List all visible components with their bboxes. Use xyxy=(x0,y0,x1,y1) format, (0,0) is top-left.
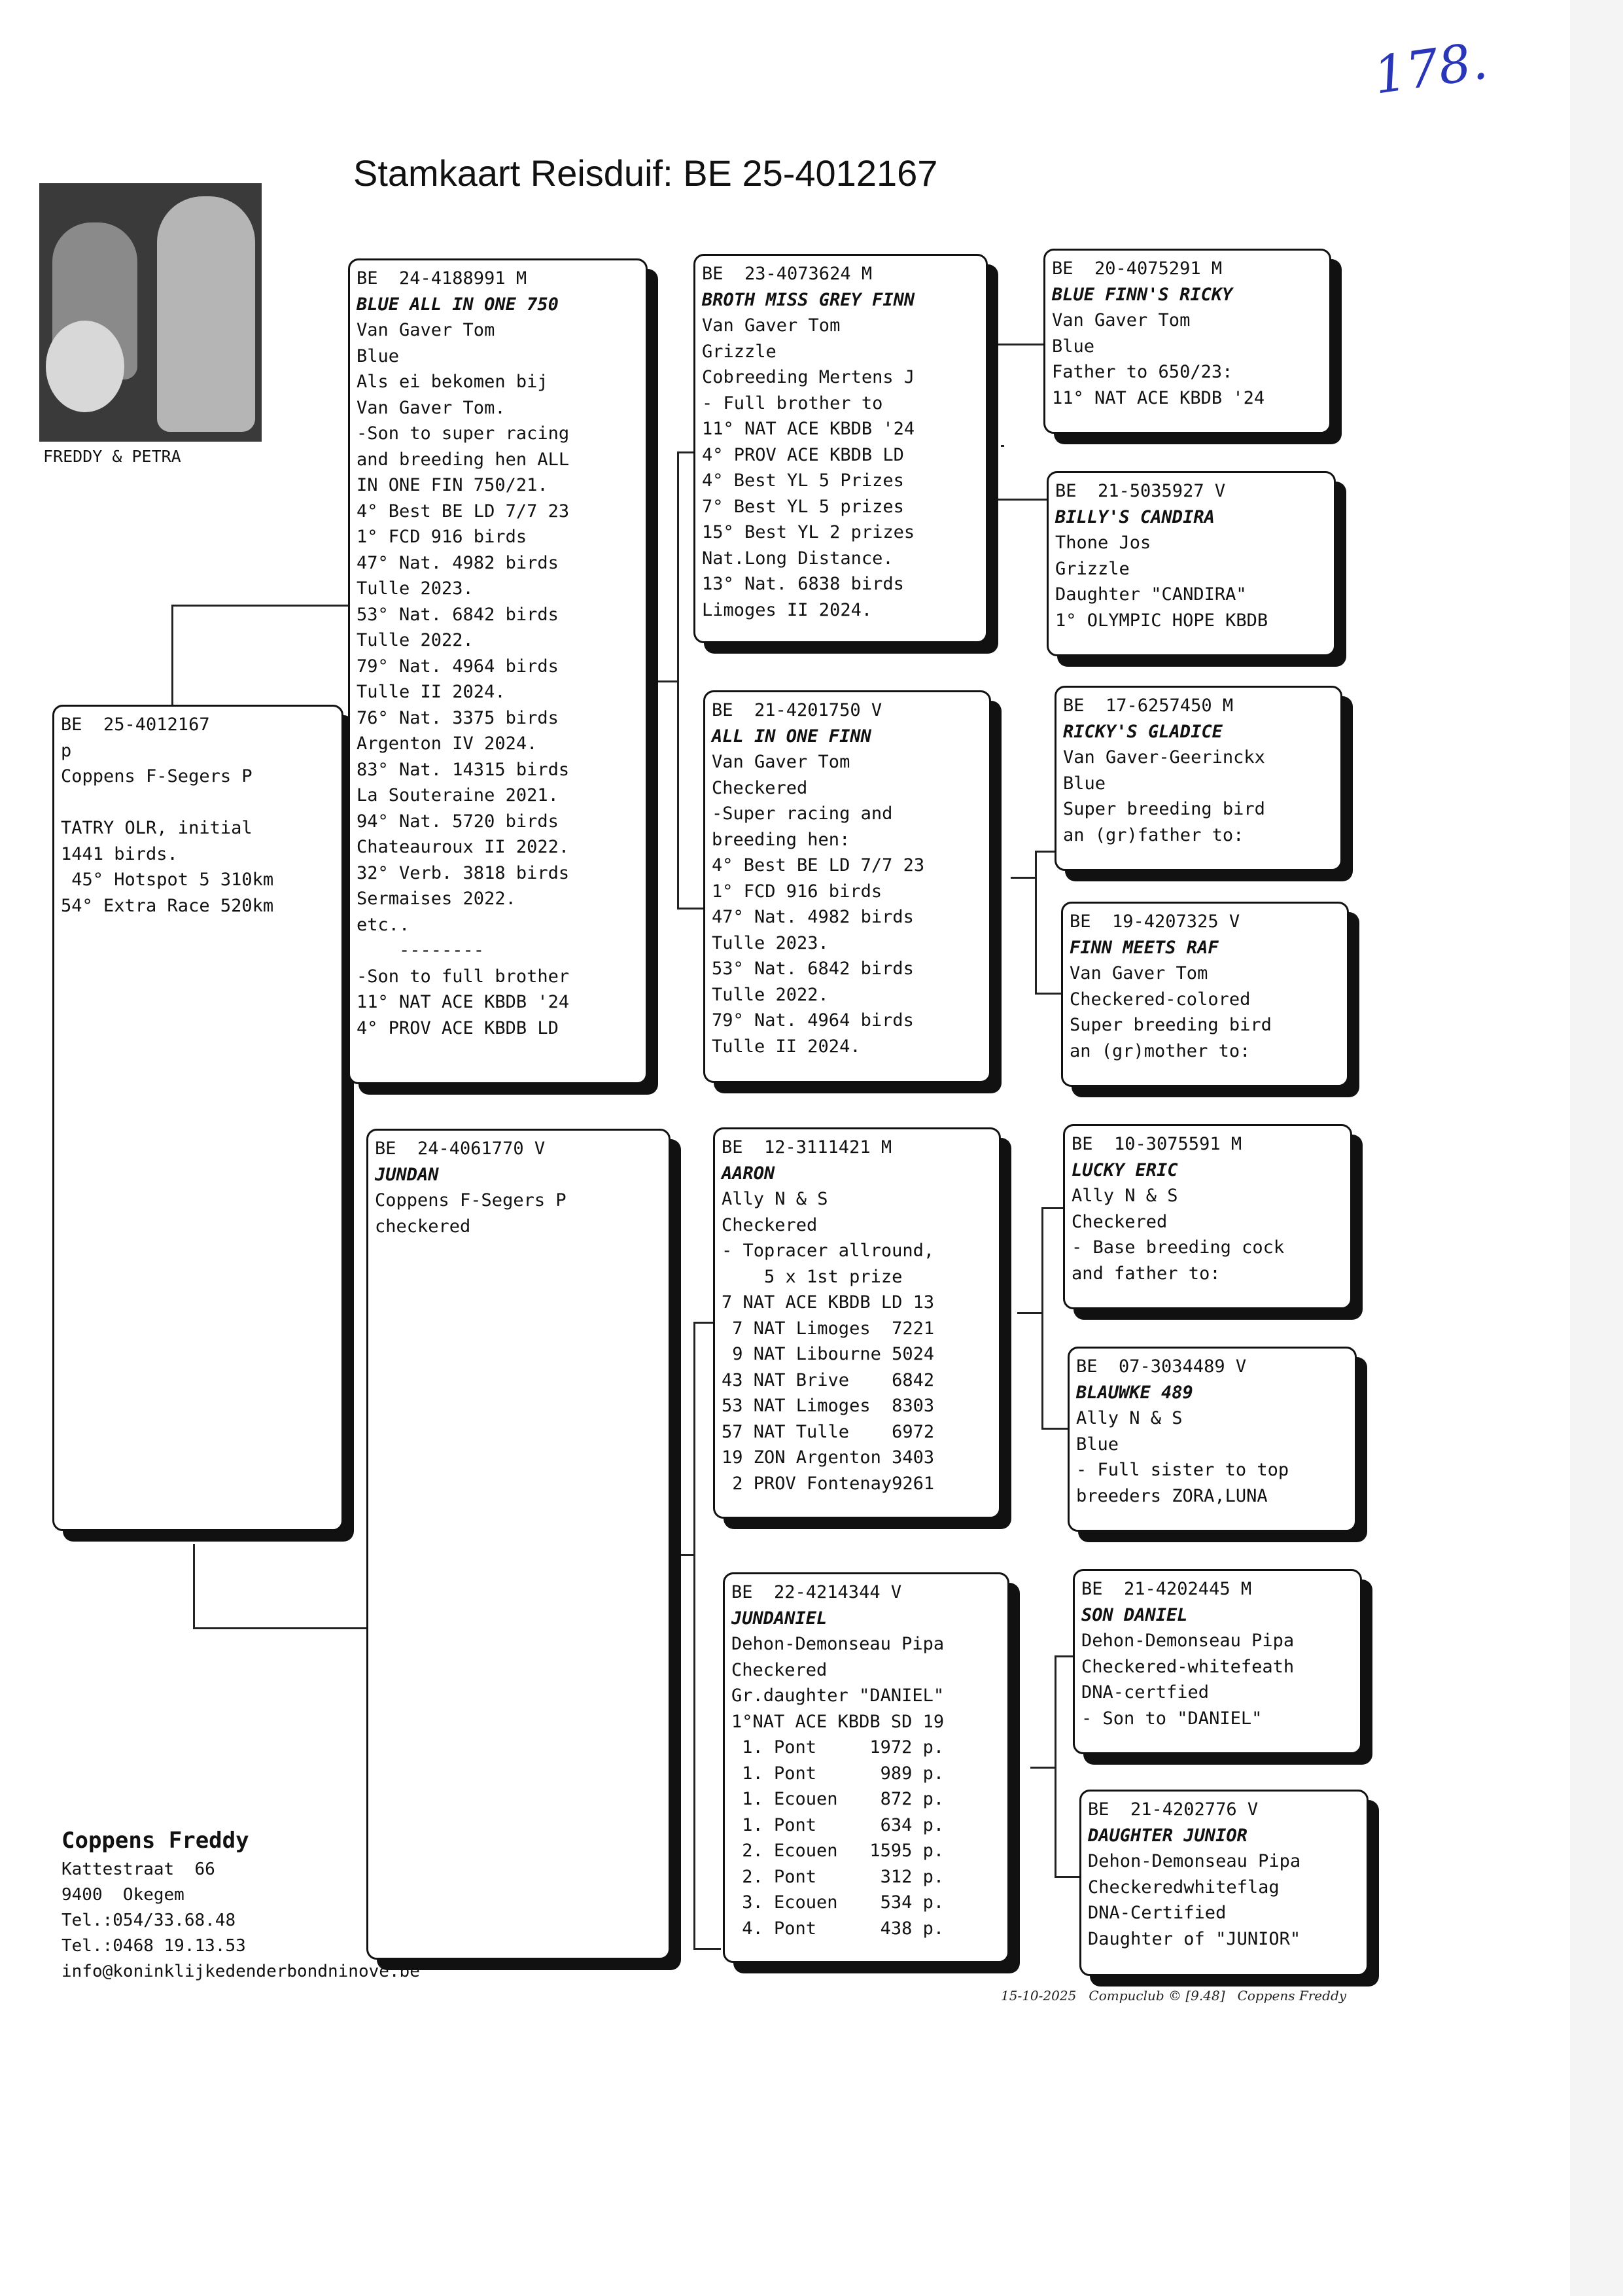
info-line: Sermaises 2022. xyxy=(357,889,516,909)
info-line: and breeding hen ALL xyxy=(357,449,570,470)
connector-line xyxy=(193,1627,379,1629)
breeder: Ally N & S xyxy=(1072,1186,1178,1206)
breeder: Thone Jos xyxy=(1055,533,1151,553)
info-line: Tulle II 2024. xyxy=(712,1036,861,1057)
info-line: 4. Pont 438 p. xyxy=(731,1918,945,1939)
breeder: Dehon-Demonseau Pipa xyxy=(1088,1851,1301,1871)
info-line: - Son to "DANIEL" xyxy=(1081,1708,1263,1729)
info-line: Chateauroux II 2022. xyxy=(357,837,570,857)
info-line: 4° PROV ACE KBDB LD xyxy=(357,1017,559,1038)
info-line: 1. Pont 1972 p. xyxy=(731,1737,945,1757)
ring-number: BE 25-4012167 xyxy=(61,715,210,735)
info-line: Blue xyxy=(1052,336,1095,357)
info-line: an (gr)mother to: xyxy=(1070,1040,1251,1061)
ring-number: BE 19-4207325 V xyxy=(1070,911,1240,932)
pigeon-name: JUNDAN xyxy=(375,1164,439,1185)
info-line: Checkered xyxy=(731,1659,828,1680)
info-line: 45° Hotspot 5 310km xyxy=(61,870,274,890)
info-line: IN ONE FIN 750/21. xyxy=(357,475,548,495)
connector-line xyxy=(648,680,679,682)
ring-number: BE 10-3075591 M xyxy=(1072,1134,1242,1154)
info-line: - Full sister to top xyxy=(1076,1460,1289,1480)
info-line: La Souteraine 2021. xyxy=(357,785,559,805)
info-line: Gr.daughter "DANIEL" xyxy=(731,1686,945,1706)
breeder: Van Gaver Tom xyxy=(357,320,495,340)
pigeon-card-mmm xyxy=(1079,1790,1369,1976)
info-line: 11° NAT ACE KBDB '24 xyxy=(702,419,915,439)
info-line: checkered xyxy=(375,1216,471,1237)
info-line xyxy=(61,790,335,816)
info-line: 5 x 1st prize xyxy=(722,1266,903,1287)
info-line: DNA-Certified xyxy=(1088,1903,1227,1923)
pigeon-card-fm xyxy=(703,690,991,1083)
info-line: Daughter "CANDIRA" xyxy=(1055,584,1247,605)
info-line: 76° Nat. 3375 birds xyxy=(357,707,559,728)
ring-number: BE 21-4202445 M xyxy=(1081,1579,1252,1599)
info-line: 1° FCD 916 birds xyxy=(357,527,527,547)
info-line: Nat.Long Distance. xyxy=(702,548,894,569)
info-line: DNA-certfied xyxy=(1081,1682,1210,1703)
sex-code: p xyxy=(61,740,72,761)
owner-name: Coppens Freddy xyxy=(61,1828,249,1854)
page-title: Stamkaart Reisduif: BE 25-4012167 xyxy=(353,152,938,194)
info-line: 11° NAT ACE KBDB '24 xyxy=(1052,387,1265,408)
info-line: Argenton IV 2024. xyxy=(357,733,538,754)
info-line: Grizzle xyxy=(702,341,777,362)
owner-street: Kattestraat 66 xyxy=(61,1860,215,1879)
info-line: Checkered xyxy=(722,1214,818,1235)
pigeon-name: LUCKY ERIC xyxy=(1072,1159,1178,1180)
info-line: Grizzle xyxy=(1055,558,1130,579)
info-line: breeding hen: xyxy=(712,829,850,850)
person-figure-right xyxy=(157,196,255,432)
info-line: 43 NAT Brive 6842 xyxy=(722,1369,935,1390)
connector-line xyxy=(1017,1312,1043,1314)
pigeon-name: DAUGHTER JUNIOR xyxy=(1088,1825,1248,1846)
pigeon-name: BROTH MISS GREY FINN xyxy=(702,289,915,310)
connector-line xyxy=(171,605,349,607)
connector-line xyxy=(1030,1767,1056,1769)
pigeon-name: RICKY'S GLADICE xyxy=(1063,721,1223,742)
info-line: Tulle II 2024. xyxy=(357,682,506,702)
info-line: 54° Extra Race 520km xyxy=(61,895,274,916)
pigeon-card-fmm xyxy=(1061,902,1349,1087)
pigeon-name: AARON xyxy=(722,1163,775,1184)
pigeon-card-subject xyxy=(52,705,343,1531)
info-line: - Topracer allround, xyxy=(722,1241,935,1261)
breeder: Dehon-Demonseau Pipa xyxy=(731,1634,945,1654)
connector-line xyxy=(1041,1207,1043,1430)
info-line: 94° Nat. 5720 birds xyxy=(357,811,559,832)
info-line: -Super racing and xyxy=(712,804,893,824)
info-line: -Son to super racing xyxy=(357,423,570,444)
breeder: Van Gaver-Geerinckx xyxy=(1063,747,1265,768)
info-line: 15° Best YL 2 prizes xyxy=(702,522,915,542)
info-line: Daughter of "JUNIOR" xyxy=(1088,1928,1301,1949)
breeder: Coppens F-Segers P xyxy=(61,766,253,786)
connector-line xyxy=(671,1554,695,1556)
info-line: TATRY OLR, initial xyxy=(61,818,253,838)
info-line: 53° Nat. 6842 birds xyxy=(712,959,914,979)
info-line: 13° Nat. 6838 birds xyxy=(702,574,904,594)
info-line: Blue xyxy=(357,345,400,366)
info-line: -Son to full brother xyxy=(357,966,570,987)
info-line: 7° Best YL 5 prizes xyxy=(702,496,904,517)
info-line: an (gr)father to: xyxy=(1063,824,1244,845)
connector-line xyxy=(693,1322,695,1950)
info-line: Checkered xyxy=(1072,1211,1168,1232)
pigeon-card-fmf xyxy=(1055,686,1342,871)
connector-line xyxy=(193,1544,195,1629)
info-line: Blue xyxy=(1076,1434,1119,1455)
info-line: 2. Ecouen 1595 p. xyxy=(731,1841,945,1861)
pigeon-name: FINN MEETS RAF xyxy=(1070,937,1219,958)
info-line: 1°NAT ACE KBDB SD 19 xyxy=(731,1711,945,1732)
info-line: 7 NAT ACE KBDB LD 13 xyxy=(722,1292,935,1313)
owner-city: 9400 Okegem xyxy=(61,1885,184,1905)
info-line: Father to 650/23: xyxy=(1052,362,1233,382)
owner-photo xyxy=(39,183,262,442)
owner-block xyxy=(61,1824,420,1985)
info-line: 1. Pont 634 p. xyxy=(731,1814,945,1835)
pigeon-card-ffm xyxy=(1047,471,1336,656)
pigeon-card-ff xyxy=(693,254,988,643)
info-line: 4° Best BE LD 7/7 23 xyxy=(357,501,570,521)
info-line: Super breeding bird xyxy=(1070,1015,1272,1035)
pigeon-card-mf xyxy=(713,1127,1001,1519)
info-line: 3. Ecouen 534 p. xyxy=(731,1892,945,1913)
ring-number: BE 17-6257450 M xyxy=(1063,696,1234,716)
info-line: 4° Best BE LD 7/7 23 xyxy=(712,855,925,875)
breeder: Van Gaver Tom xyxy=(1070,963,1208,983)
pigeon-name: ALL IN ONE FINN xyxy=(712,726,871,747)
flower-bouquet xyxy=(46,321,124,412)
info-line: 47° Nat. 4982 birds xyxy=(357,552,559,573)
info-line: etc.. xyxy=(357,914,410,935)
info-line: 9 NAT Libourne 5024 xyxy=(722,1344,935,1364)
info-line: 32° Verb. 3818 birds xyxy=(357,862,570,883)
breeder: Ally N & S xyxy=(1076,1408,1183,1428)
pigeon-name: BLUE ALL IN ONE 750 xyxy=(357,294,559,315)
connector-line xyxy=(996,344,998,501)
breeder: Van Gaver Tom xyxy=(1052,310,1191,330)
connector-line xyxy=(693,1948,721,1950)
info-line: 79° Nat. 4964 birds xyxy=(357,656,559,677)
breeder: Coppens F-Segers P xyxy=(375,1190,567,1210)
print-footer: 15-10-2025 Compuclub © [9.48] Coppens Freddy xyxy=(1001,1988,1347,2004)
info-line: and father to: xyxy=(1072,1263,1221,1284)
info-line: 4° Best YL 5 Prizes xyxy=(702,470,904,491)
connector-line xyxy=(996,344,1050,345)
ring-number: BE 21-4202776 V xyxy=(1088,1799,1259,1820)
ring-number: BE 21-5035927 V xyxy=(1055,481,1226,501)
pigeon-card-mfm xyxy=(1068,1347,1357,1532)
pigeon-name: SON DANIEL xyxy=(1081,1604,1188,1625)
ring-number: BE 24-4188991 M xyxy=(357,268,527,289)
breeder: Van Gaver Tom xyxy=(712,752,850,772)
info-line: Tulle 2022. xyxy=(357,630,474,650)
pigeon-card-father xyxy=(348,258,648,1084)
owner-phone: Tel.:054/33.68.48 xyxy=(61,1911,236,1930)
info-line: Cobreeding Mertens J xyxy=(702,367,915,387)
info-line: Checkeredwhiteflag xyxy=(1088,1877,1280,1898)
pigeon-card-fff xyxy=(1043,249,1331,434)
ring-number: BE 22-4214344 V xyxy=(731,1582,902,1602)
info-line: Checkered-colored xyxy=(1070,989,1251,1010)
ring-number: BE 23-4073624 M xyxy=(702,264,873,284)
info-line: Tulle 2023. xyxy=(712,932,829,953)
pigeon-name: BILLY'S CANDIRA xyxy=(1055,506,1215,527)
info-line: Checkered-whitefeath xyxy=(1081,1656,1295,1677)
connector-line xyxy=(171,605,173,707)
ring-number: BE 21-4201750 V xyxy=(712,700,882,720)
info-line: 1° OLYMPIC HOPE KBDB xyxy=(1055,610,1268,631)
info-line: - Base breeding cock xyxy=(1072,1237,1285,1258)
ring-number: BE 07-3034489 V xyxy=(1076,1356,1247,1377)
pigeon-card-mff xyxy=(1063,1124,1352,1309)
pigeon-card-mmf xyxy=(1073,1569,1362,1754)
pigeon-name: BLUE FINN'S RICKY xyxy=(1052,284,1233,305)
ring-number: BE 24-4061770 V xyxy=(375,1139,546,1159)
ring-number: BE 12-3111421 M xyxy=(722,1137,892,1157)
info-line: - Full brother to xyxy=(702,393,883,414)
info-line: 83° Nat. 14315 birds xyxy=(357,759,570,780)
info-line: Limoges II 2024. xyxy=(702,599,873,620)
info-line: 47° Nat. 4982 birds xyxy=(712,907,914,927)
info-line: Tulle 2022. xyxy=(712,984,829,1005)
info-line: 2. Pont 312 p. xyxy=(731,1866,945,1887)
info-line: 11° NAT ACE KBDB '24 xyxy=(357,992,570,1012)
info-line: 1441 birds. xyxy=(61,843,178,864)
info-line: 79° Nat. 4964 birds xyxy=(712,1010,914,1031)
info-line: 19 ZON Argenton 3403 xyxy=(722,1447,935,1468)
info-line: 2 PROV Fontenay9261 xyxy=(722,1473,935,1494)
breeder: Ally N & S xyxy=(722,1189,828,1209)
info-line: Van Gaver Tom. xyxy=(357,397,506,418)
info-line: 4° PROV ACE KBDB LD xyxy=(702,444,904,465)
photo-caption: FREDDY & PETRA xyxy=(43,447,181,466)
pigeon-name: JUNDANIEL xyxy=(731,1608,828,1629)
info-line: 53° Nat. 6842 birds xyxy=(357,604,559,625)
pigeon-name: BLAUWKE 489 xyxy=(1076,1382,1193,1403)
connector-line xyxy=(1001,445,1004,447)
info-line: 1. Ecouen 872 p. xyxy=(731,1789,945,1809)
info-line: Checkered xyxy=(712,777,808,798)
info-line: Tulle 2023. xyxy=(357,578,474,599)
ring-number: BE 20-4075291 M xyxy=(1052,258,1223,279)
info-line: Als ei bekomen bij xyxy=(357,372,548,392)
info-line: -------- xyxy=(357,940,485,961)
owner-email[interactable]: info@koninklijkedenderbondninove.be xyxy=(61,1962,420,1981)
info-line: 1° FCD 916 birds xyxy=(712,881,882,902)
handwritten-number: 178. xyxy=(1370,31,1492,106)
breeder: Dehon-Demonseau Pipa xyxy=(1081,1631,1295,1651)
connector-line xyxy=(1035,851,1037,995)
info-line: 57 NAT Tulle 6972 xyxy=(722,1421,935,1442)
info-line: 7 NAT Limoges 7221 xyxy=(722,1318,935,1339)
info-line: 1. Pont 989 p. xyxy=(731,1763,945,1784)
info-line: breeders ZORA,LUNA xyxy=(1076,1485,1268,1506)
owner-mobile: Tel.:0468 19.13.53 xyxy=(61,1936,246,1956)
info-line: 53 NAT Limoges 8303 xyxy=(722,1396,935,1416)
info-line: Super breeding bird xyxy=(1063,799,1265,819)
info-line: Blue xyxy=(1063,773,1106,794)
breeder: Van Gaver Tom xyxy=(702,315,841,336)
pigeon-card-mm xyxy=(723,1572,1009,1963)
connector-line xyxy=(1011,877,1037,879)
